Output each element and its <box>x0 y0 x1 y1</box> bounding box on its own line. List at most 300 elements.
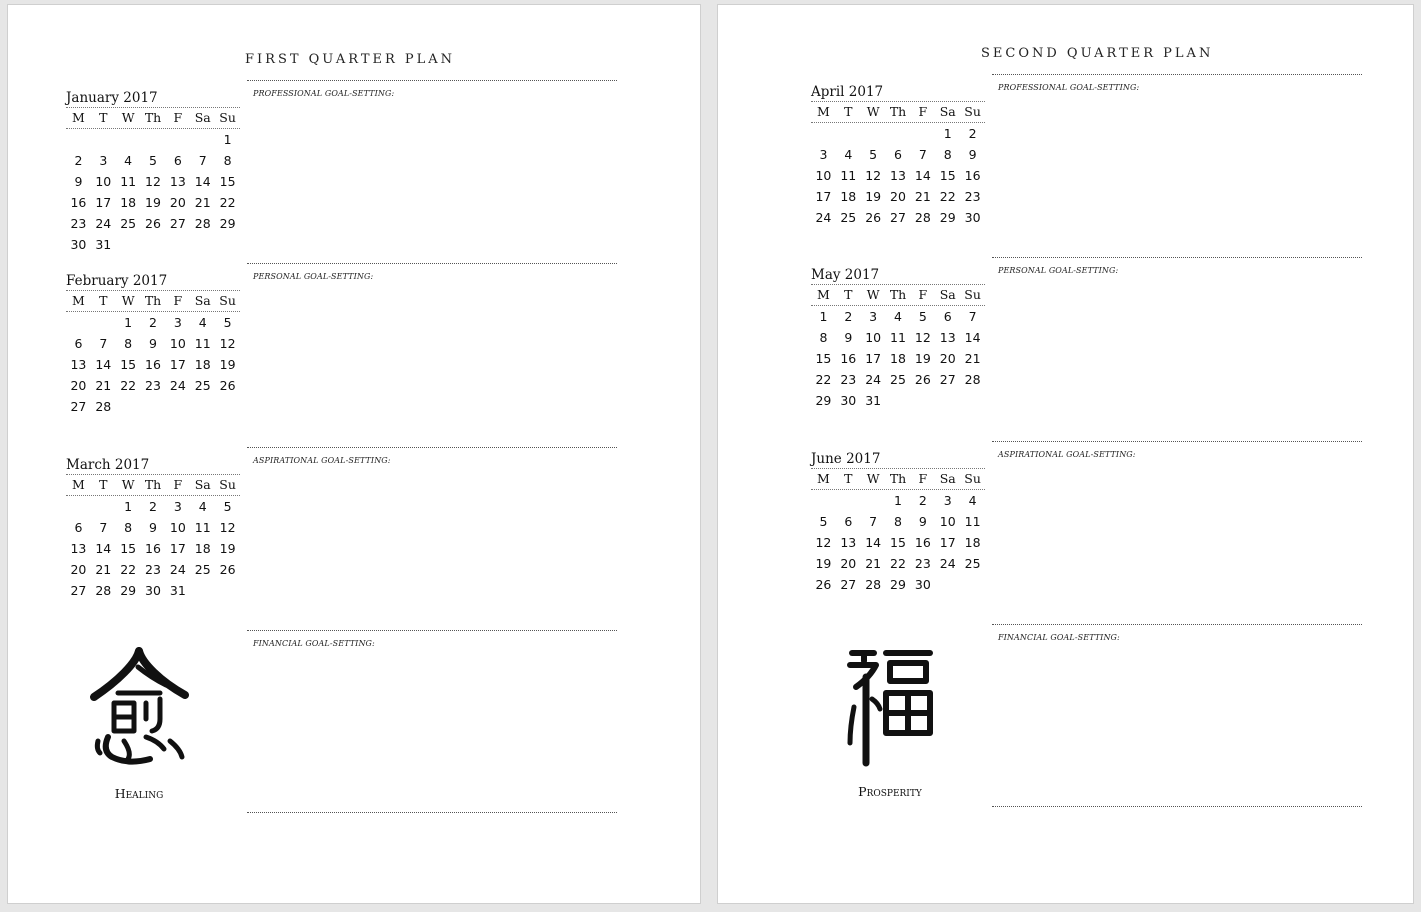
calendar-day: 6 <box>173 153 182 168</box>
calendar-day: 26 <box>914 372 931 387</box>
goal-label-personal: PERSONAL GOAL-SETTING: <box>253 272 374 281</box>
calendar-day: 29 <box>120 583 137 598</box>
calendar-day: 27 <box>169 216 186 231</box>
calendar-day: 10 <box>815 168 832 183</box>
calendar-day: 9 <box>149 520 157 535</box>
calendar-week-row <box>811 207 985 228</box>
calendar-week-row <box>66 580 240 601</box>
calendar-day: 28 <box>914 210 931 225</box>
weekday-header: Su <box>219 293 236 308</box>
calendar-day: 14 <box>95 357 112 372</box>
calendar-day: 3 <box>173 499 182 514</box>
calendar-week-row <box>811 348 985 369</box>
calendar-day: 11 <box>120 174 137 189</box>
calendar-day: 9 <box>844 330 853 345</box>
goal-divider <box>992 441 1362 442</box>
calendar-day: 8 <box>124 336 133 351</box>
goal-divider <box>247 630 617 631</box>
month-calendar-january <box>66 90 240 255</box>
calendar-day: 4 <box>124 153 133 168</box>
weekday-header: Su <box>964 287 981 302</box>
weekday-header: T <box>99 293 108 308</box>
weekday-header: M <box>817 471 830 486</box>
calendar-day: 5 <box>819 514 828 529</box>
weekday-header: Su <box>219 110 236 125</box>
weekday-header: T <box>844 104 853 119</box>
calendar-day: 24 <box>939 556 956 571</box>
calendar-day: 19 <box>219 357 236 372</box>
calendar-day: 11 <box>194 336 211 351</box>
calendar-day: 13 <box>890 168 906 183</box>
calendar-day: 26 <box>815 577 832 592</box>
weekday-header: Su <box>219 477 236 492</box>
goal-label-financial: FINANCIAL GOAL-SETTING: <box>998 633 1120 642</box>
weekday-header: T <box>844 471 853 486</box>
calendar-day <box>165 234 190 255</box>
calendar-day: 8 <box>819 330 828 345</box>
calendar-day: 19 <box>815 556 832 571</box>
calendar-day: 1 <box>819 309 828 324</box>
calendar-day: 6 <box>74 336 83 351</box>
calendar-day: 2 <box>968 126 977 141</box>
calendar-day: 6 <box>894 147 902 162</box>
calendar-day: 23 <box>70 216 87 231</box>
calendar-day: 1 <box>124 315 133 330</box>
calendar-day: 30 <box>964 210 981 225</box>
calendar-day: 1 <box>223 132 232 147</box>
calendar-day: 21 <box>95 562 112 577</box>
calendar-day: 19 <box>865 189 882 204</box>
calendar-day: 25 <box>120 216 137 231</box>
calendar-day <box>861 490 886 511</box>
calendar-day: 1 <box>124 499 133 514</box>
weekday-header-row <box>66 290 240 312</box>
calendar-day: 24 <box>95 216 112 231</box>
caption-prosperity: Prosperity <box>858 784 922 799</box>
document-page-2 <box>717 4 1414 904</box>
month-calendar-june <box>811 451 985 595</box>
calendar-day: 7 <box>869 514 878 529</box>
calendar-day: 22 <box>120 378 137 393</box>
calendar-day: 12 <box>219 520 236 535</box>
calendar-day: 27 <box>70 399 87 414</box>
calendar-week-row <box>66 538 240 559</box>
weekday-header: M <box>72 477 85 492</box>
calendar-day: 22 <box>219 195 236 210</box>
calendar-day <box>66 312 91 333</box>
calendar-day: 19 <box>914 351 931 366</box>
calendar-day: 18 <box>840 189 857 204</box>
calendar-day: 5 <box>149 153 157 168</box>
calendar-day <box>116 234 141 255</box>
goal-divider <box>992 74 1362 75</box>
calendar-day: 20 <box>70 562 87 577</box>
calendar-day: 1 <box>894 493 902 508</box>
calendar-day: 23 <box>840 372 857 387</box>
calendar-day: 23 <box>964 189 981 204</box>
calendar-day: 19 <box>145 195 161 210</box>
weekday-header: Th <box>144 477 162 492</box>
calendar-day: 2 <box>844 309 853 324</box>
calendar-day: 25 <box>194 378 211 393</box>
calendar-day: 17 <box>815 189 832 204</box>
month-calendar-april <box>811 84 985 228</box>
calendar-day: 23 <box>914 556 931 571</box>
calendar-day: 13 <box>169 174 186 189</box>
calendar-day: 9 <box>149 336 157 351</box>
weekday-header: M <box>72 293 85 308</box>
weekday-header: Sa <box>194 110 211 125</box>
weekday-header-row <box>811 101 985 123</box>
calendar-day: 18 <box>194 541 211 556</box>
calendar-day: 29 <box>890 577 906 592</box>
calendar-day: 24 <box>169 562 186 577</box>
calendar-day: 7 <box>918 147 927 162</box>
calendar-day: 31 <box>95 237 112 252</box>
weekday-header: Sa <box>939 471 956 486</box>
calendar-week-row <box>811 123 985 144</box>
weekday-header: M <box>817 104 830 119</box>
healing-character-icon <box>88 645 190 773</box>
calendar-day: 28 <box>865 577 882 592</box>
calendar-day: 5 <box>918 309 927 324</box>
calendar-day: 7 <box>198 153 207 168</box>
calendar-day: 25 <box>890 372 906 387</box>
weekday-header-row <box>811 468 985 490</box>
weekday-header: F <box>173 477 183 492</box>
weekday-header: Su <box>964 104 981 119</box>
calendar-week-row <box>811 532 985 553</box>
weekday-header: Th <box>144 293 162 308</box>
calendar-week-row <box>811 490 985 511</box>
calendar-week-row <box>811 144 985 165</box>
calendar-day: 5 <box>869 147 878 162</box>
calendar-day: 23 <box>145 562 161 577</box>
calendar-day: 10 <box>169 336 186 351</box>
calendar-day: 20 <box>939 351 956 366</box>
calendar-day <box>861 123 886 144</box>
calendar-week-row <box>66 234 240 255</box>
calendar-day: 15 <box>120 357 137 372</box>
calendar-day: 6 <box>74 520 83 535</box>
calendar-day <box>190 234 215 255</box>
calendar-day <box>886 123 911 144</box>
calendar-day: 4 <box>844 147 853 162</box>
calendar-day: 2 <box>149 499 157 514</box>
weekday-header: W <box>121 110 135 125</box>
weekday-header-row <box>66 474 240 496</box>
calendar-day: 27 <box>890 210 906 225</box>
calendar-week-row <box>66 312 240 333</box>
calendar-day: 27 <box>70 583 87 598</box>
weekday-header: M <box>72 110 85 125</box>
calendar-day: 8 <box>894 514 902 529</box>
calendar-day: 22 <box>890 556 906 571</box>
calendar-week-row <box>66 517 240 538</box>
weekday-header: Th <box>889 287 907 302</box>
calendar-day: 16 <box>840 351 857 366</box>
calendar-day: 24 <box>865 372 882 387</box>
calendar-day: 17 <box>169 541 186 556</box>
calendar-day <box>190 129 215 150</box>
calendar-day: 13 <box>70 357 87 372</box>
goal-label-aspirational: ASPIRATIONAL GOAL-SETTING: <box>998 450 1136 459</box>
calendar-week-row <box>66 496 240 517</box>
weekday-header: W <box>866 287 880 302</box>
calendar-day: 14 <box>964 330 981 345</box>
weekday-header: Sa <box>939 104 956 119</box>
calendar-day: 11 <box>890 330 906 345</box>
goal-label-personal: PERSONAL GOAL-SETTING: <box>998 266 1119 275</box>
calendar-day: 5 <box>223 499 232 514</box>
calendar-week-row <box>811 186 985 207</box>
goal-divider <box>992 806 1362 807</box>
calendar-day: 30 <box>840 393 857 408</box>
calendar-day <box>190 580 215 601</box>
calendar-day: 21 <box>194 195 211 210</box>
calendar-day: 2 <box>74 153 83 168</box>
weekday-header: Th <box>889 471 907 486</box>
calendar-day: 30 <box>70 237 87 252</box>
calendar-day: 30 <box>914 577 931 592</box>
calendar-day <box>960 390 985 411</box>
goal-divider <box>247 80 617 81</box>
month-title: February 2017 <box>66 273 168 289</box>
calendar-day <box>960 574 985 595</box>
calendar-day <box>91 496 116 517</box>
calendar-day: 16 <box>70 195 87 210</box>
calendar-week-row <box>66 333 240 354</box>
weekday-header: Sa <box>194 293 211 308</box>
month-title: May 2017 <box>811 267 880 283</box>
calendar-day <box>215 396 240 417</box>
weekday-header: F <box>918 471 928 486</box>
calendar-week-row <box>66 559 240 580</box>
calendar-day: 19 <box>219 541 236 556</box>
weekday-header: M <box>817 287 830 302</box>
weekday-header: Sa <box>939 287 956 302</box>
calendar-day: 2 <box>918 493 927 508</box>
goal-label-financial: FINANCIAL GOAL-SETTING: <box>253 639 375 648</box>
calendar-day: 5 <box>223 315 232 330</box>
calendar-day: 17 <box>865 351 882 366</box>
calendar-day: 4 <box>198 315 207 330</box>
calendar-day: 21 <box>914 189 931 204</box>
calendar-day: 7 <box>968 309 977 324</box>
calendar-day <box>141 396 166 417</box>
goal-divider <box>247 812 617 813</box>
calendar-day <box>116 129 141 150</box>
calendar-day: 25 <box>840 210 857 225</box>
calendar-day: 12 <box>145 174 161 189</box>
calendar-day: 28 <box>95 583 112 598</box>
calendar-week-row <box>66 171 240 192</box>
month-title: January 2017 <box>66 90 158 106</box>
calendar-day <box>836 123 861 144</box>
calendar-day: 18 <box>890 351 906 366</box>
calendar-day <box>811 490 836 511</box>
calendar-day <box>141 129 166 150</box>
calendar-day: 18 <box>120 195 137 210</box>
calendar-day: 3 <box>819 147 828 162</box>
calendar-day: 1 <box>943 126 952 141</box>
calendar-day: 10 <box>169 520 186 535</box>
document-page-1 <box>7 4 701 904</box>
calendar-day: 4 <box>968 493 977 508</box>
calendar-day <box>215 234 240 255</box>
calendar-week-row <box>811 553 985 574</box>
calendar-day: 28 <box>194 216 211 231</box>
calendar-day: 24 <box>815 210 832 225</box>
calendar-day: 14 <box>194 174 211 189</box>
weekday-header: W <box>866 104 880 119</box>
calendar-day: 23 <box>145 378 161 393</box>
calendar-day: 29 <box>815 393 832 408</box>
calendar-day <box>910 390 935 411</box>
calendar-day: 27 <box>840 577 857 592</box>
calendar-day <box>886 390 911 411</box>
calendar-day: 14 <box>865 535 882 550</box>
calendar-day: 10 <box>939 514 956 529</box>
calendar-week-row <box>66 213 240 234</box>
calendar-day: 25 <box>194 562 211 577</box>
calendar-day: 8 <box>943 147 952 162</box>
calendar-day: 26 <box>145 216 161 231</box>
calendar-day: 13 <box>70 541 87 556</box>
calendar-day: 15 <box>815 351 832 366</box>
calendar-day <box>165 129 190 150</box>
calendar-day: 16 <box>145 357 161 372</box>
calendar-day: 26 <box>219 562 236 577</box>
calendar-day: 3 <box>869 309 878 324</box>
calendar-day: 17 <box>95 195 112 210</box>
calendar-day: 31 <box>169 583 186 598</box>
calendar-day: 7 <box>99 336 108 351</box>
calendar-day: 16 <box>145 541 161 556</box>
calendar-day: 28 <box>964 372 981 387</box>
calendar-day <box>190 396 215 417</box>
calendar-day: 20 <box>890 189 906 204</box>
calendar-day: 17 <box>939 535 956 550</box>
calendar-day: 11 <box>964 514 981 529</box>
calendar-day: 10 <box>95 174 112 189</box>
calendar-day: 9 <box>968 147 977 162</box>
goal-label-professional: PROFESSIONAL GOAL-SETTING: <box>253 89 395 98</box>
calendar-week-row <box>66 354 240 375</box>
weekday-header: T <box>844 287 853 302</box>
calendar-week-row <box>811 574 985 595</box>
calendar-day: 16 <box>914 535 931 550</box>
calendar-day: 30 <box>145 583 161 598</box>
calendar-day: 18 <box>194 357 211 372</box>
calendar-day: 2 <box>149 315 157 330</box>
weekday-header: Sa <box>194 477 211 492</box>
weekday-header: F <box>173 110 183 125</box>
calendar-day: 3 <box>943 493 952 508</box>
calendar-week-row <box>66 192 240 213</box>
weekday-header: F <box>173 293 183 308</box>
month-title: March 2017 <box>66 457 150 473</box>
calendar-day: 17 <box>169 357 186 372</box>
page-title: SECOND QUARTER PLAN <box>981 46 1214 61</box>
calendar-day: 14 <box>914 168 931 183</box>
prosperity-character-icon <box>844 647 934 769</box>
weekday-header: W <box>121 293 135 308</box>
calendar-day <box>215 580 240 601</box>
calendar-day: 3 <box>99 153 108 168</box>
goal-divider <box>992 624 1362 625</box>
weekday-header: T <box>99 477 108 492</box>
calendar-day: 4 <box>198 499 207 514</box>
calendar-day <box>66 129 91 150</box>
calendar-day: 22 <box>120 562 137 577</box>
calendar-day: 13 <box>939 330 956 345</box>
calendar-week-row <box>66 129 240 150</box>
weekday-header-row <box>66 107 240 129</box>
calendar-day: 29 <box>939 210 956 225</box>
calendar-day: 11 <box>840 168 857 183</box>
weekday-header: F <box>918 104 928 119</box>
calendar-day: 15 <box>939 168 956 183</box>
calendar-day: 15 <box>120 541 137 556</box>
calendar-day: 11 <box>194 520 211 535</box>
calendar-day: 27 <box>939 372 956 387</box>
calendar-day: 12 <box>815 535 832 550</box>
weekday-header: W <box>121 477 135 492</box>
calendar-day <box>66 496 91 517</box>
calendar-day <box>116 396 141 417</box>
calendar-day: 6 <box>943 309 952 324</box>
calendar-day: 3 <box>173 315 182 330</box>
calendar-week-row <box>66 396 240 417</box>
calendar-day: 22 <box>939 189 956 204</box>
goal-divider <box>247 263 617 264</box>
weekday-header: W <box>866 471 880 486</box>
calendar-day <box>91 129 116 150</box>
calendar-day: 4 <box>894 309 902 324</box>
calendar-week-row <box>811 306 985 327</box>
calendar-day <box>141 234 166 255</box>
month-title: June 2017 <box>811 451 881 467</box>
calendar-day: 8 <box>223 153 232 168</box>
calendar-day: 20 <box>169 195 186 210</box>
weekday-header-row <box>811 284 985 306</box>
month-calendar-march <box>66 457 240 601</box>
page-title: FIRST QUARTER PLAN <box>245 52 456 67</box>
weekday-header: T <box>99 110 108 125</box>
calendar-day: 8 <box>124 520 133 535</box>
calendar-day: 26 <box>219 378 236 393</box>
calendar-week-row <box>66 150 240 171</box>
calendar-day: 24 <box>169 378 186 393</box>
calendar-day: 9 <box>74 174 83 189</box>
calendar-day: 15 <box>890 535 906 550</box>
calendar-day <box>811 123 836 144</box>
calendar-day: 22 <box>815 372 832 387</box>
weekday-header: Th <box>889 104 907 119</box>
calendar-day: 21 <box>865 556 882 571</box>
calendar-day: 21 <box>95 378 112 393</box>
calendar-day: 12 <box>219 336 236 351</box>
calendar-day: 29 <box>219 216 236 231</box>
calendar-week-row <box>66 375 240 396</box>
calendar-day <box>836 490 861 511</box>
month-calendar-may <box>811 267 985 411</box>
calendar-day <box>91 312 116 333</box>
caption-healing: Healing <box>114 786 164 801</box>
calendar-day: 6 <box>844 514 853 529</box>
calendar-day: 16 <box>964 168 981 183</box>
